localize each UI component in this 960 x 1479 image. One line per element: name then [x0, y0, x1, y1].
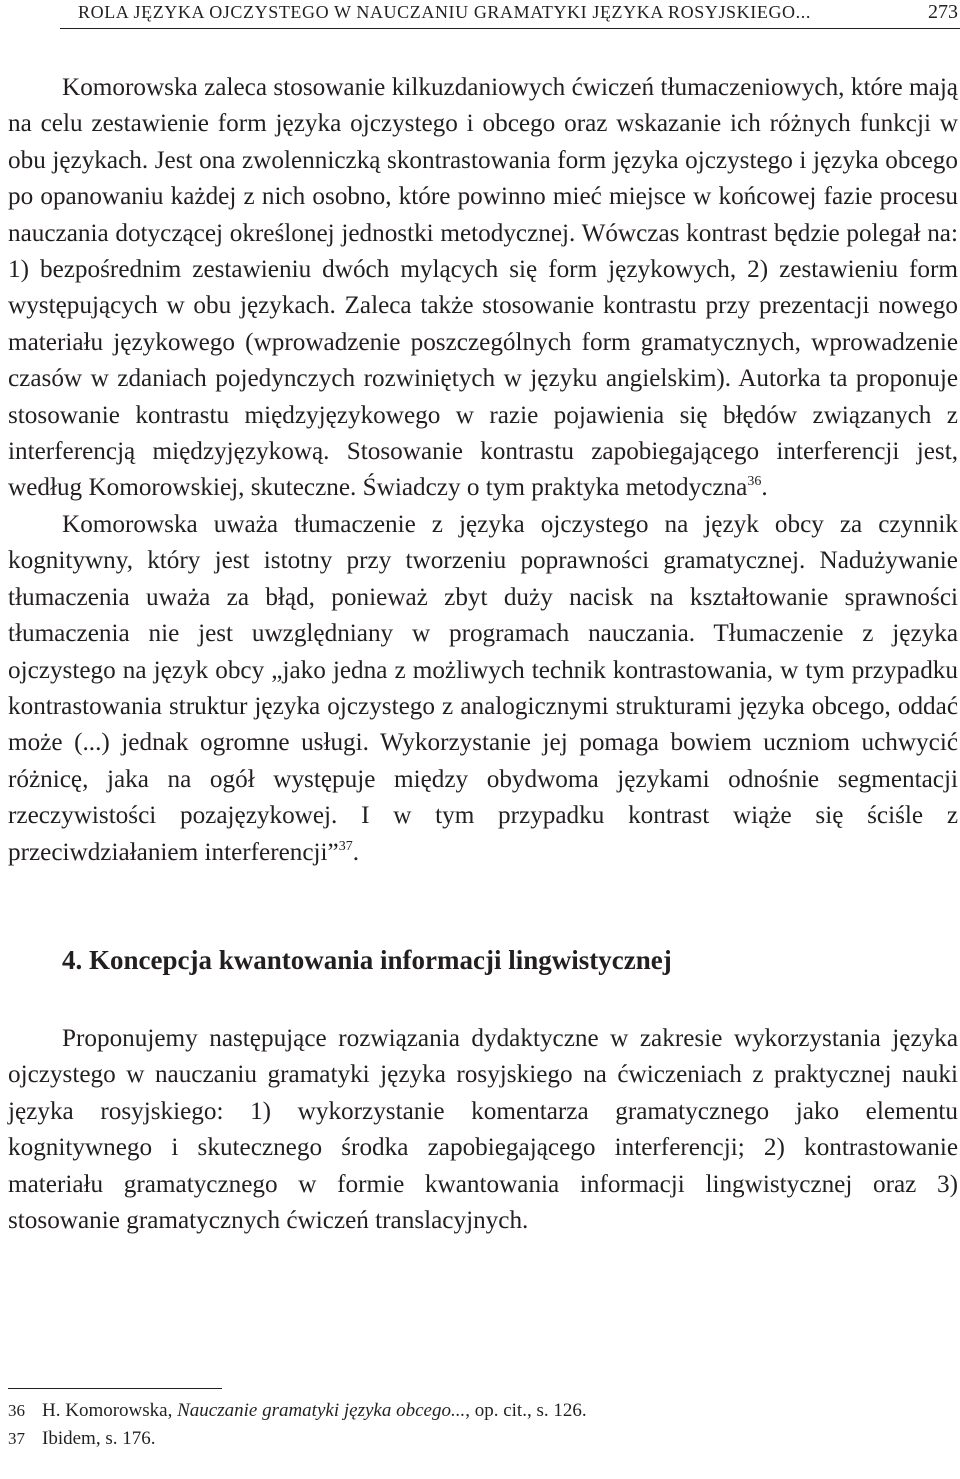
- footnote-rule: [8, 1388, 222, 1389]
- footnote-text: , op. cit., s. 126.: [465, 1400, 587, 1421]
- main-text: [8, 70, 958, 1239]
- page-header: [60, 0, 960, 29]
- running-title: ROLA JĘZYKA OJCZYSTEGO W NAUCZANIU GRAMATYKI JĘZYKA ROSYJSKIEGO...: [78, 2, 811, 22]
- footnotes: [8, 1388, 708, 1453]
- paragraph: Proponujemy następujące rozwiązania dydaktyczne w zakresie wykorzystania języka ojczystego w nauczaniu gramatyki języka rosyjskiego na ćwiczeniach z praktycznej nauki języka rosyjskiego: 1) wykorzystanie komentarza gramatycznego jako elementu kognitywnego i skutecznego środka zapobiegającego interferencji; 2) kontrastowanie materiału gramatycznego w formie kwantowania informacji lingwistycznej oraz 3) stosowanie gramatycznych ćwiczeń translacyjnych.: [8, 1024, 958, 1234]
- paragraph-tail: .: [761, 474, 768, 502]
- page-number: 273: [928, 1, 958, 23]
- section-heading: 4. Koncepcja kwantowania informacji lingwistycznej: [62, 944, 672, 975]
- footnote-number: 36: [8, 1401, 25, 1420]
- footnote-title: Nauczanie gramatyki języka obcego...: [177, 1400, 466, 1421]
- footnote-number: 37: [8, 1429, 25, 1448]
- footnote-ref: 36: [747, 474, 762, 490]
- footnote-ref: 37: [338, 838, 353, 854]
- paragraph-tail: .: [352, 838, 360, 866]
- footnote-text: Ibidem, s. 176.: [42, 1428, 156, 1449]
- paragraph-text: Komorowska zaleca stosowanie kilkuzdaniowych ćwiczeń tłumaczeniowych, które mają na celu zestawienie form języka ojczystego i obcego oraz wskazanie ich różnych funkcji w obu językach. Jest ona zwolenniczką skontrastowania form języka ojczystego i języka obcego po opanowaniu każdej z nich osobno, które powinno mieć miejsce w końcowej fazie procesu nauczania dotyczącej określonej jednostki metodycznej. Wówczas kontrast będzie polegał na: 1) bezpośrednim zestawieniu dwóch mylących się form językowych, 2) zestawieniu form występujących w obu językach. Zaleca także stosowanie kontrastu przy prezentacji nowego materiału językowego (wprowadzenie poszczególnych form gramatycznych, wprowadzenie czasów w zdaniach pojedynczych rozwiniętych w języku angielskim). Autorka ta proponuje stosowanie kontrastu międzyjęzykowego w razie pojawienia się błędów związanych z interferencją międzyjęzykową. Stosowanie kontrastu zapobiegającego interferencji jest, według Komorowskiej, skuteczne. Świadczy o tym praktyka metodyczna: [8, 74, 958, 502]
- paragraph: [8, 507, 958, 871]
- footnote-text: H. Komorowska,: [42, 1400, 178, 1421]
- footnote: [8, 1425, 708, 1453]
- paragraph: [8, 70, 958, 507]
- paragraph-text: Komorowska uważa tłumaczenie z języka ojczystego na język obcy za czynnik kognitywny, który jest istotny przy tworzeniu poprawności gramatycznej. Nadużywanie tłumaczenia uważa za błąd, ponieważ zbyt duży nacisk na kształtowanie sprawności tłumaczenia nie jest uwzględniany w programach nauczania. Tłumaczenie z języka ojczystego na język obcy „jako jedna z możliwych technik kontrastowania, w tym przypadku kontrastowania struktur języka ojczystego z analogicznymi strukturami języka obcego, oddać może (...) jednak ogromne usługi. Wykorzystanie jej pomaga bowiem uczniom uchwycić różnicę, jaka na ogół występuje między obydwoma językami odnośnie segmentacji rzeczywistości pozajęzykowej. I w tym przypadku kontrast wiąże się ściśle z przeciwdziałaniem interferencji”: [8, 510, 958, 866]
- footnote: [8, 1397, 708, 1425]
